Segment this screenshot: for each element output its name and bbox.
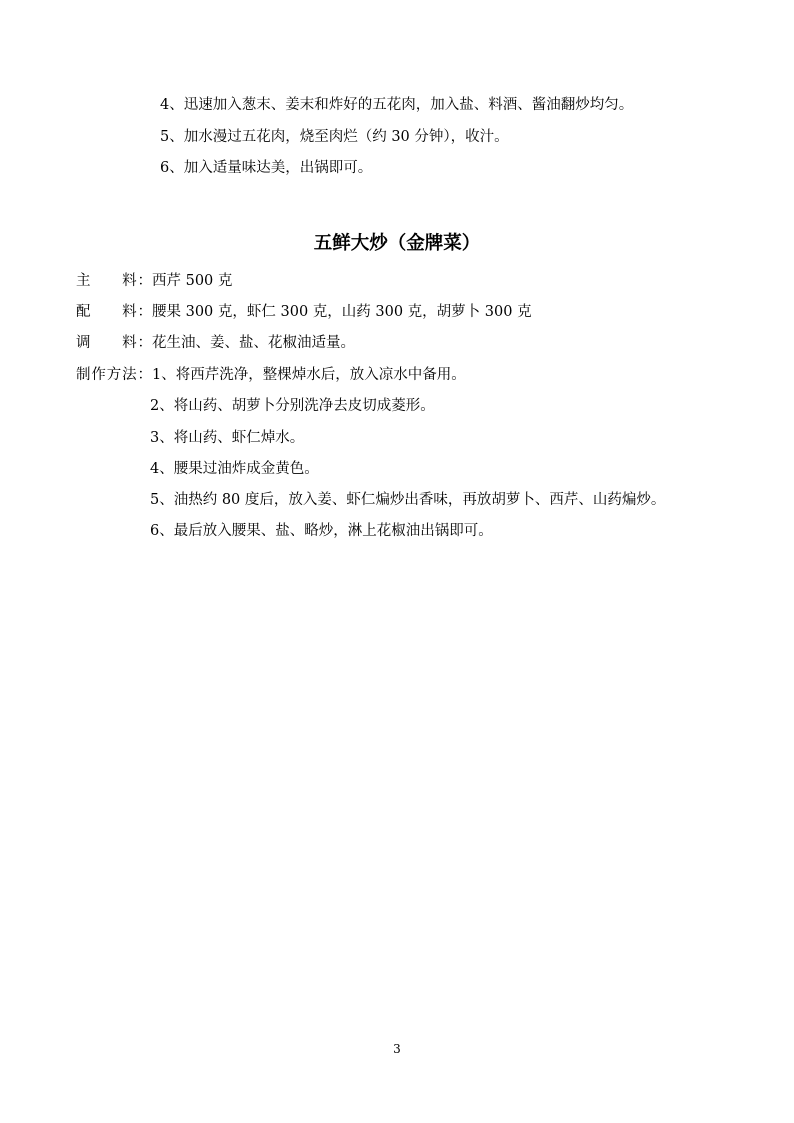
method-label: 制作方法： bbox=[76, 367, 152, 383]
method-row bbox=[76, 365, 466, 385]
method-step-2: 2、将山药、胡萝卜分别洗净去皮切成菱形。 bbox=[150, 398, 435, 414]
recipe-title: 五鲜大炒（金牌菜） bbox=[313, 233, 481, 254]
previous-step-5: 5、加水漫过五花肉，烧至肉烂（约 30 分钟），收汁。 bbox=[160, 129, 509, 145]
main-ingredient-label: 主 料： bbox=[76, 273, 152, 289]
seasoning-value: 花生油、姜、盐、花椒油适量。 bbox=[152, 335, 355, 351]
method-step-4: 4、腰果过油炸成金黄色。 bbox=[150, 461, 319, 477]
main-ingredient-value: 西芹 500 克 bbox=[152, 273, 233, 289]
method-step-3: 3、将山药、虾仁焯水。 bbox=[150, 430, 305, 446]
method-step-5: 5、油热约 80 度后，放入姜、虾仁煸炒出香味，再放胡萝卜、西芹、山药煸炒。 bbox=[150, 492, 666, 508]
page-number: 3 bbox=[393, 1042, 401, 1056]
main-ingredient-row bbox=[76, 271, 232, 291]
seasoning-label: 调 料： bbox=[76, 335, 152, 351]
method-step-1: 1、将西芹洗净，整棵焯水后，放入凉水中备用。 bbox=[152, 367, 466, 383]
method-step-6: 6、最后放入腰果、盐、略炒，淋上花椒油出锅即可。 bbox=[150, 523, 493, 539]
seasoning-row bbox=[76, 333, 355, 353]
side-ingredient-label: 配 料： bbox=[76, 304, 152, 320]
side-ingredient-row bbox=[76, 302, 532, 322]
previous-step-4: 4、迅速加入葱末、姜末和炸好的五花肉，加入盐、料酒、酱油翻炒均匀。 bbox=[160, 97, 634, 113]
side-ingredient-value: 腰果 300 克，虾仁 300 克，山药 300 克，胡萝卜 300 克 bbox=[152, 304, 532, 320]
previous-step-6: 6、加入适量味达美，出锅即可。 bbox=[160, 160, 373, 176]
